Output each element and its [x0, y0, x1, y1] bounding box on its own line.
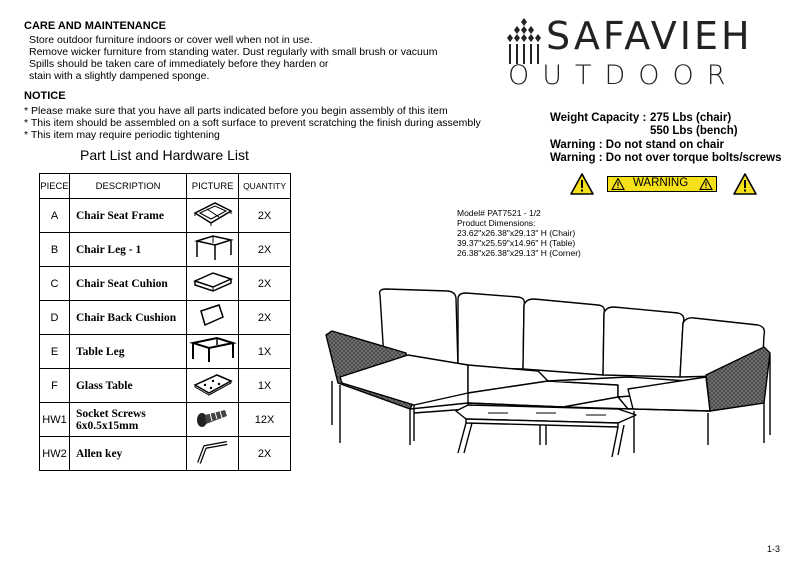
picture-cell — [187, 301, 239, 335]
table-row — [40, 233, 291, 267]
picture-cell — [187, 199, 239, 233]
picture-cell — [187, 403, 239, 437]
description-cell: Chair Seat Cuhion — [69, 267, 186, 301]
piece-cell: HW1 — [40, 403, 70, 437]
model-number: Model# PAT7521 - 1/2 — [457, 208, 541, 218]
socket-screw-icon — [191, 403, 235, 431]
quantity-cell: 12X — [239, 403, 291, 437]
picture-cell — [187, 233, 239, 267]
piece-cell: B — [40, 233, 70, 267]
warning-label: Warning : — [550, 152, 603, 164]
warning-badge — [607, 176, 717, 192]
quantity-cell: 2X — [239, 199, 291, 233]
allen-key-icon — [191, 437, 235, 465]
quantity-cell: 2X — [239, 301, 291, 335]
weight-label: Weight Capacity : — [550, 112, 647, 124]
description-cell: Table Leg — [69, 335, 186, 369]
seat-frame-icon — [191, 199, 235, 227]
table-row — [40, 199, 291, 233]
picture-cell — [187, 369, 239, 403]
dimensions-title: Product Dimensions: — [457, 218, 536, 228]
table-row — [40, 369, 291, 403]
piece-cell: F — [40, 369, 70, 403]
page-number: 1-3 — [767, 544, 781, 554]
column-header: DESCRIPTION — [69, 174, 186, 199]
seat-cushion-icon — [191, 267, 235, 295]
notice-title: NOTICE — [24, 90, 66, 102]
weight-bench: 550 Lbs (bench) — [650, 125, 738, 137]
table-row — [40, 267, 291, 301]
dimension-line: 26.38"x26.38"x29.13" H (Corner) — [457, 248, 581, 258]
parts-table — [39, 173, 291, 471]
care-line: Spills should be taken care of immediately before they harden or — [29, 58, 329, 70]
notice-line: * Please make sure that you have all parts indicated before you begin assembly of this item — [24, 105, 448, 117]
description-cell: Chair Leg - 1 — [69, 233, 186, 267]
quantity-cell: 2X — [239, 267, 291, 301]
table-leg-icon — [189, 335, 237, 363]
leg-frame-icon — [191, 233, 235, 261]
picture-cell — [187, 267, 239, 301]
table-row — [40, 403, 291, 437]
glass-table-icon — [191, 369, 235, 397]
warning-triangle-icon — [611, 178, 625, 190]
warning-triangle-icon — [733, 173, 757, 195]
table-row — [40, 335, 291, 369]
piece-cell: C — [40, 267, 70, 301]
picture-cell — [187, 437, 239, 471]
piece-cell: E — [40, 335, 70, 369]
care-line: Store outdoor furniture indoors or cover well when not in use. — [29, 34, 313, 46]
description-cell: Allen key — [69, 437, 186, 471]
description-line: Socket Screws — [75, 407, 146, 420]
care-line: stain with a slightly dampened sponge. — [29, 70, 210, 82]
quantity-cell: 1X — [239, 369, 291, 403]
picture-cell — [187, 335, 239, 369]
piece-cell: A — [40, 199, 70, 233]
description-cell: Glass Table — [69, 369, 186, 403]
column-header: PICTURE — [187, 174, 239, 199]
care-text — [29, 34, 438, 82]
quantity-cell: 2X — [239, 437, 291, 471]
quantity-cell: 2X — [239, 233, 291, 267]
weight-chair: 275 Lbs (chair) — [650, 112, 732, 124]
warning-text: Do not over torque bolts/screws — [605, 152, 782, 164]
column-header: PIECE — [40, 174, 70, 199]
brand-name: SAFAVIEH — [546, 14, 753, 58]
warning-text: Do not stand on chair — [605, 139, 724, 151]
notice-text — [24, 105, 481, 141]
description-cell — [69, 403, 186, 437]
notice-line: * This item should be assembled on a soft surface to prevent scratching the finish during assembly — [24, 117, 481, 129]
part-list-title: Part List and Hardware List — [80, 147, 249, 163]
sectional-sofa-illustration — [318, 285, 778, 460]
quantity-cell: 1X — [239, 335, 291, 369]
notice-line: * This item may require periodic tightening — [24, 129, 220, 141]
back-cushion-icon — [191, 301, 235, 329]
description-cell: Chair Seat Frame — [69, 199, 186, 233]
description-line: 6x0.5x15mm — [75, 419, 139, 432]
warning-line-1 — [550, 139, 724, 151]
care-title: CARE AND MAINTENANCE — [24, 20, 166, 32]
brand-sub: OUTDOOR — [508, 60, 739, 91]
column-header: QUANTITY — [239, 174, 291, 199]
piece-cell: HW2 — [40, 437, 70, 471]
product-info — [457, 208, 581, 258]
table-row — [40, 301, 291, 335]
warning-triangle-icon — [699, 178, 713, 190]
warning-label: Warning : — [550, 139, 603, 151]
care-line: Remove wicker furniture from standing water. Dust regularly with small brush or vacuum — [29, 46, 438, 58]
piece-cell: D — [40, 301, 70, 335]
dimension-line: 23.62"x26.38"x29.13" H (Chair) — [457, 228, 576, 238]
table-header-row — [40, 174, 291, 199]
dimension-line: 39.37"x25.59"x14.96" H (Table) — [457, 238, 576, 248]
warning-triangle-icon — [570, 173, 594, 195]
warning-line-2 — [550, 152, 782, 164]
description-cell: Chair Back Cushion — [69, 301, 186, 335]
table-row — [40, 437, 291, 471]
warning-badge-label: WARNING — [633, 177, 689, 189]
